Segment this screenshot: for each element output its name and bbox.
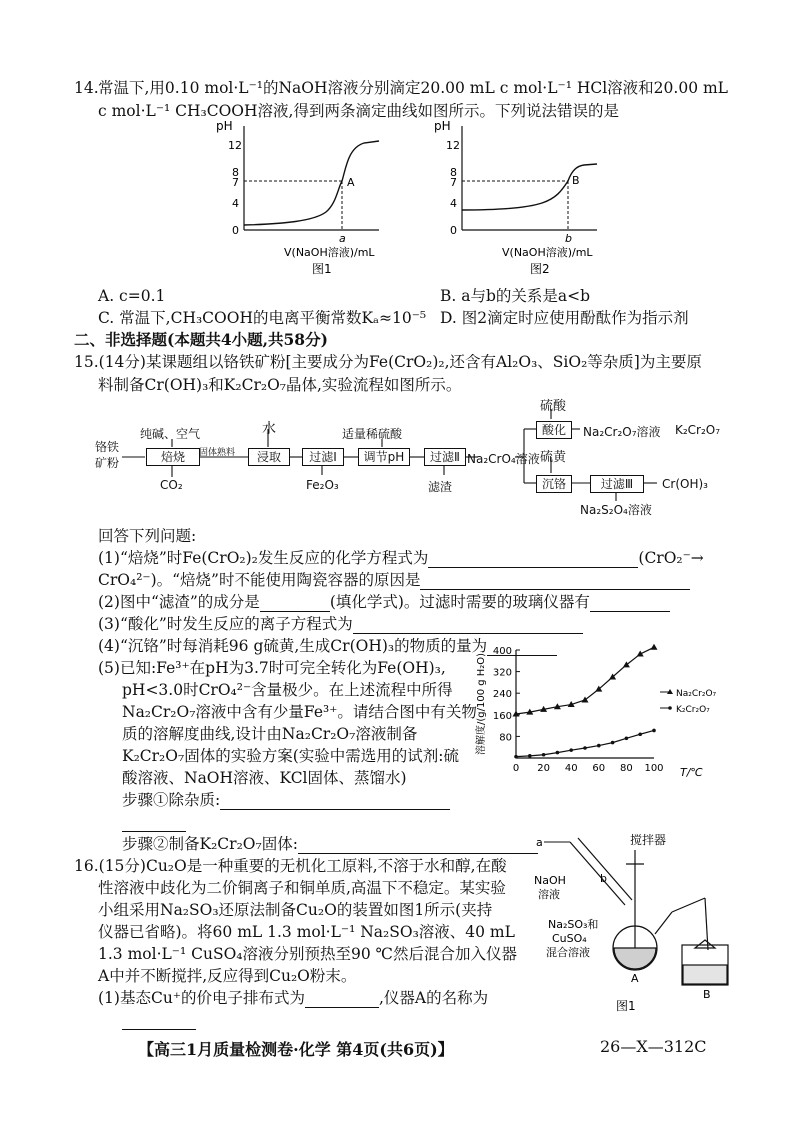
chart-point	[651, 644, 658, 650]
fig2-point-label: B	[572, 174, 580, 187]
answer-blank[interactable]	[220, 795, 450, 810]
fig2-ytick-7: 7	[450, 176, 457, 189]
answer-blank[interactable]	[420, 575, 690, 590]
answer-blank[interactable]	[122, 817, 186, 832]
titration-figure-1	[214, 118, 384, 290]
chart-point	[569, 748, 573, 752]
part-1-line-b	[98, 570, 690, 590]
chart-legend-label: K₂Cr₂O₇	[676, 705, 710, 715]
chart-legend-label: Na₂Cr₂O₇	[676, 689, 717, 699]
question-15-line1: 15.(14分)某课题组以铬铁矿粉[主要成分为Fe(CrO₂)₂,还含有Al₂O₃、SiO₂等杂质]为主要原	[74, 353, 702, 371]
part-5-line-d: 质的溶解度曲线,设计由Na₂Cr₂O₇溶液制备	[122, 725, 418, 743]
flow-box-filter-2: 过滤Ⅱ	[424, 448, 466, 466]
q16-part-1-text-b: ,仪器A的名称为	[378, 989, 489, 1007]
chart-series-line	[516, 730, 654, 756]
flow-ore-2: 矿粉	[95, 456, 120, 470]
chart-series-line	[516, 647, 654, 714]
step-2	[122, 834, 538, 854]
option-b: B. a与b的关系是a<b	[440, 287, 591, 305]
question-16-line4: 仪器已省略)。将60 mL 1.3 mol·L⁻¹ Na₂SO₃溶液、40 mL	[98, 923, 515, 941]
part-5-line-c: Na₂Cr₂O₇溶液中含有少量Fe³⁺。请结合图中有关物	[122, 703, 477, 721]
flow-input-acid: 硫酸	[540, 399, 567, 414]
chart-ytick-label: 320	[492, 667, 512, 679]
answer-intro: 回答下列问题:	[98, 527, 197, 545]
fig2-caption: 图2	[530, 262, 550, 276]
question-16-line6: A中并不断搅拌,反应得到Cu₂O粉末。	[98, 967, 357, 985]
chart-ytick-label: 160	[492, 710, 512, 722]
part-1-line-a	[98, 548, 704, 568]
flow-arrow-label: 固体熟料	[199, 448, 236, 458]
chart-point	[652, 729, 656, 733]
fig1-ytick-8: 8	[232, 166, 239, 179]
chart-xlabel: T/℃	[680, 766, 703, 779]
fig2-ytick-8: 8	[450, 166, 457, 179]
chart-point	[583, 746, 587, 750]
chart-xtick-label: 40	[564, 763, 578, 774]
fig1-ylabel: pH	[216, 119, 233, 133]
naoh-label-1: NaOH	[534, 874, 566, 887]
flow-box-acidify: 酸化	[536, 421, 572, 439]
flow-ore-1: 铬铁	[95, 440, 120, 454]
part-2-text-b: (填化学式)。过滤时需要的玻璃仪器有	[329, 593, 590, 611]
solubility-chart	[470, 640, 730, 780]
step-1-cont	[122, 812, 186, 832]
flow-box-leaching: 浸取	[248, 448, 290, 466]
question-14-line1: 常温下,用0.10 mol·L⁻¹的NaOH溶液分别滴定20.00 mL c mol·L⁻¹ HCl溶液和20.00 mL	[98, 79, 728, 97]
chart-point	[625, 736, 629, 740]
fig1-xlabel: V(NaOH溶液)/mL	[284, 246, 375, 259]
flow-na2cro4: Na₂CrO₄溶液	[467, 452, 540, 466]
answer-blank[interactable]	[353, 619, 583, 634]
option-d: D. 图2滴定时应使用酚酞作为指示剂	[440, 309, 689, 327]
part-1-text-b: (CrO₂⁻→	[638, 549, 704, 567]
fig2-ytick-0: 0	[450, 224, 457, 237]
flow-output-fe2o3: Fe₂O₃	[306, 478, 339, 492]
flow-na2s2o4: Na₂S₂O₄溶液	[580, 503, 652, 517]
flow-box-filter-3: 过滤Ⅲ	[590, 475, 644, 493]
chart-point	[597, 744, 601, 748]
chart-xtick-label: 80	[620, 763, 633, 774]
flow-k2cr2o7: K₂Cr₂O₇	[675, 423, 721, 437]
fig2-ylabel: pH	[434, 119, 451, 133]
fig1-ytick-7: 7	[232, 176, 239, 189]
fig1-ytick-0: 0	[232, 224, 239, 237]
footer-right: 26—X—312C	[600, 1037, 707, 1056]
flow-croh3: Cr(OH)₃	[662, 477, 708, 491]
footer-left: 【高三1月质量检测卷·化学 第4页(共6页)】	[138, 1040, 454, 1059]
chart-point	[638, 732, 642, 736]
fig1-ytick-12: 12	[228, 139, 242, 152]
label-A: A	[631, 972, 639, 985]
answer-blank[interactable]	[305, 993, 379, 1008]
stirrer-label: 搅拌器	[630, 833, 667, 847]
flow-input-soda-air: 纯碱、空气	[140, 427, 201, 441]
question-16-line5: 1.3 mol·L⁻¹ CuSO₄溶液分别预热至90 ℃然后混合加入仪器	[98, 945, 517, 963]
question-14-number: 14.	[74, 79, 99, 97]
part-3-text: (3)“酸化”时发生反应的离子方程式为	[98, 615, 353, 633]
fig1-caption: 图1	[312, 262, 332, 276]
answer-blank[interactable]	[122, 1015, 196, 1030]
mix-label-1: Na₂SO₃和	[548, 918, 599, 931]
question-16-part-1-cont	[122, 1010, 196, 1030]
inlet-a-label: a	[536, 836, 543, 849]
label-b: b	[600, 872, 607, 885]
mix-label-2: CuSO₄	[552, 932, 587, 945]
part-1-text-c: CrO₄²⁻)。“焙烧”时不能使用陶瓷容器的原因是	[98, 571, 421, 589]
question-16-part-1	[98, 988, 488, 1008]
fig2-xmark: b	[565, 232, 572, 245]
part-3	[98, 614, 583, 634]
chart-xtick-label: 100	[644, 763, 664, 774]
question-16-line3: 小组采用Na₂SO₃还原法制备Cu₂O的装置如图1所示(夹持	[98, 901, 493, 919]
section-2-heading: 二、非选择题(本题共4小题,共58分)	[74, 330, 328, 349]
step-2-label: 步骤②制备K₂Cr₂O₇固体:	[122, 835, 298, 853]
part-2-text: (2)图中“滤渣”的成分是	[98, 593, 260, 611]
chart-xtick-label: 20	[537, 763, 550, 774]
naoh-label-2: 溶液	[538, 888, 560, 901]
fig2-ytick-4: 4	[450, 197, 457, 210]
fig2-curve	[462, 164, 597, 210]
chart-xtick-label: 60	[592, 763, 606, 774]
chart-point	[637, 651, 644, 657]
answer-blank[interactable]	[260, 597, 330, 612]
step-1-label: 步骤①除杂质:	[122, 791, 221, 809]
label-B: B	[703, 988, 711, 1001]
part-4-text: (4)“沉铬”时每消耗96 g硫黄,生成Cr(OH)₃的物质的量为	[98, 637, 488, 655]
flow-input-water: 水	[262, 421, 276, 437]
fig1-xmark: a	[339, 232, 346, 245]
titration-figure-2	[432, 118, 602, 290]
part-1-text: (1)“焙烧”时Fe(CrO₂)₂发生反应的化学方程式为	[98, 549, 429, 567]
figure-caption: 图1	[616, 999, 636, 1013]
flow-input-sulfur: 硫黄	[540, 450, 567, 465]
part-2	[98, 592, 670, 612]
mix-label-3: 混合溶液	[546, 946, 590, 959]
q16-part-1-text: (1)基态Cu⁺的价电子排布式为	[98, 989, 305, 1007]
flow-output-residue: 滤渣	[428, 480, 453, 494]
answer-blank[interactable]	[298, 839, 538, 854]
part-5-line-f: 酸溶液、NaOH溶液、KCl固体、蒸馏水)	[122, 769, 407, 787]
chart-point	[542, 753, 546, 757]
chart-ytick-label: 400	[492, 646, 512, 657]
option-a: A. c=0.1	[98, 287, 166, 305]
flow-box-roasting: 焙烧	[146, 448, 200, 466]
fig2-xlabel: V(NaOH溶液)/mL	[502, 246, 593, 259]
question-14-line2: c mol·L⁻¹ CH₃COOH溶液,得到两条滴定曲线如图所示。下列说法错误的是	[98, 102, 619, 120]
flow-box-precipitate: 沉铬	[536, 475, 572, 493]
fig1-point-label: A	[347, 176, 355, 189]
chart-point	[611, 741, 615, 745]
part-5-line-b: pH<3.0时CrO₄²⁻含量极少。在上述流程中所得	[122, 681, 453, 699]
fig2-ytick-12: 12	[446, 139, 460, 152]
flow-box-filter-1: 过滤Ⅰ	[302, 448, 344, 466]
answer-blank[interactable]	[428, 553, 638, 568]
answer-blank[interactable]	[590, 597, 670, 612]
question-15-line2: 料制备Cr(OH)₃和K₂Cr₂O₇晶体,实验流程如图所示。	[98, 376, 462, 394]
chart-ylabel: 溶解度/(g/100 g H₂O)	[476, 652, 487, 755]
flow-na2cr2o7: Na₂Cr₂O₇溶液	[583, 425, 661, 439]
part-5-line-a: (5)已知:Fe³⁺在pH为3.7时可完全转化为Fe(OH)₃,	[98, 659, 446, 677]
part-5-line-e: K₂Cr₂O₇固体的实验方案(实验中需选用的试剂:硫	[122, 747, 459, 765]
flow-output-co2: CO₂	[160, 478, 183, 492]
fig1-ytick-4: 4	[232, 197, 239, 210]
chart-xtick-label: 0	[512, 763, 520, 774]
step-1	[122, 790, 450, 810]
apparatus-figure	[530, 830, 750, 1020]
option-c: C. 常温下,CH₃COOH的电离平衡常数Kₐ≈10⁻⁵	[98, 309, 427, 327]
question-16-line1: 16.(15分)Cu₂O是一种重要的无机化工原料,不溶于水和醇,在酸	[74, 857, 507, 875]
dropping-funnel-tube	[570, 842, 625, 905]
flow-box-adjust-ph: 调节pH	[358, 448, 410, 466]
chart-point	[514, 755, 518, 759]
chart-point	[556, 751, 560, 755]
fig1-curve	[244, 141, 379, 225]
chart-ytick-label: 80	[499, 732, 512, 744]
question-16-line2: 性溶液中歧化为二价铜离子和铜单质,高温下不稳定。某实验	[98, 879, 506, 897]
chart-ytick-label: 240	[492, 689, 512, 701]
chart-legend-marker	[668, 706, 672, 710]
chart-point	[528, 754, 532, 758]
flow-input-sulfuric: 适量稀硫酸	[342, 427, 403, 441]
